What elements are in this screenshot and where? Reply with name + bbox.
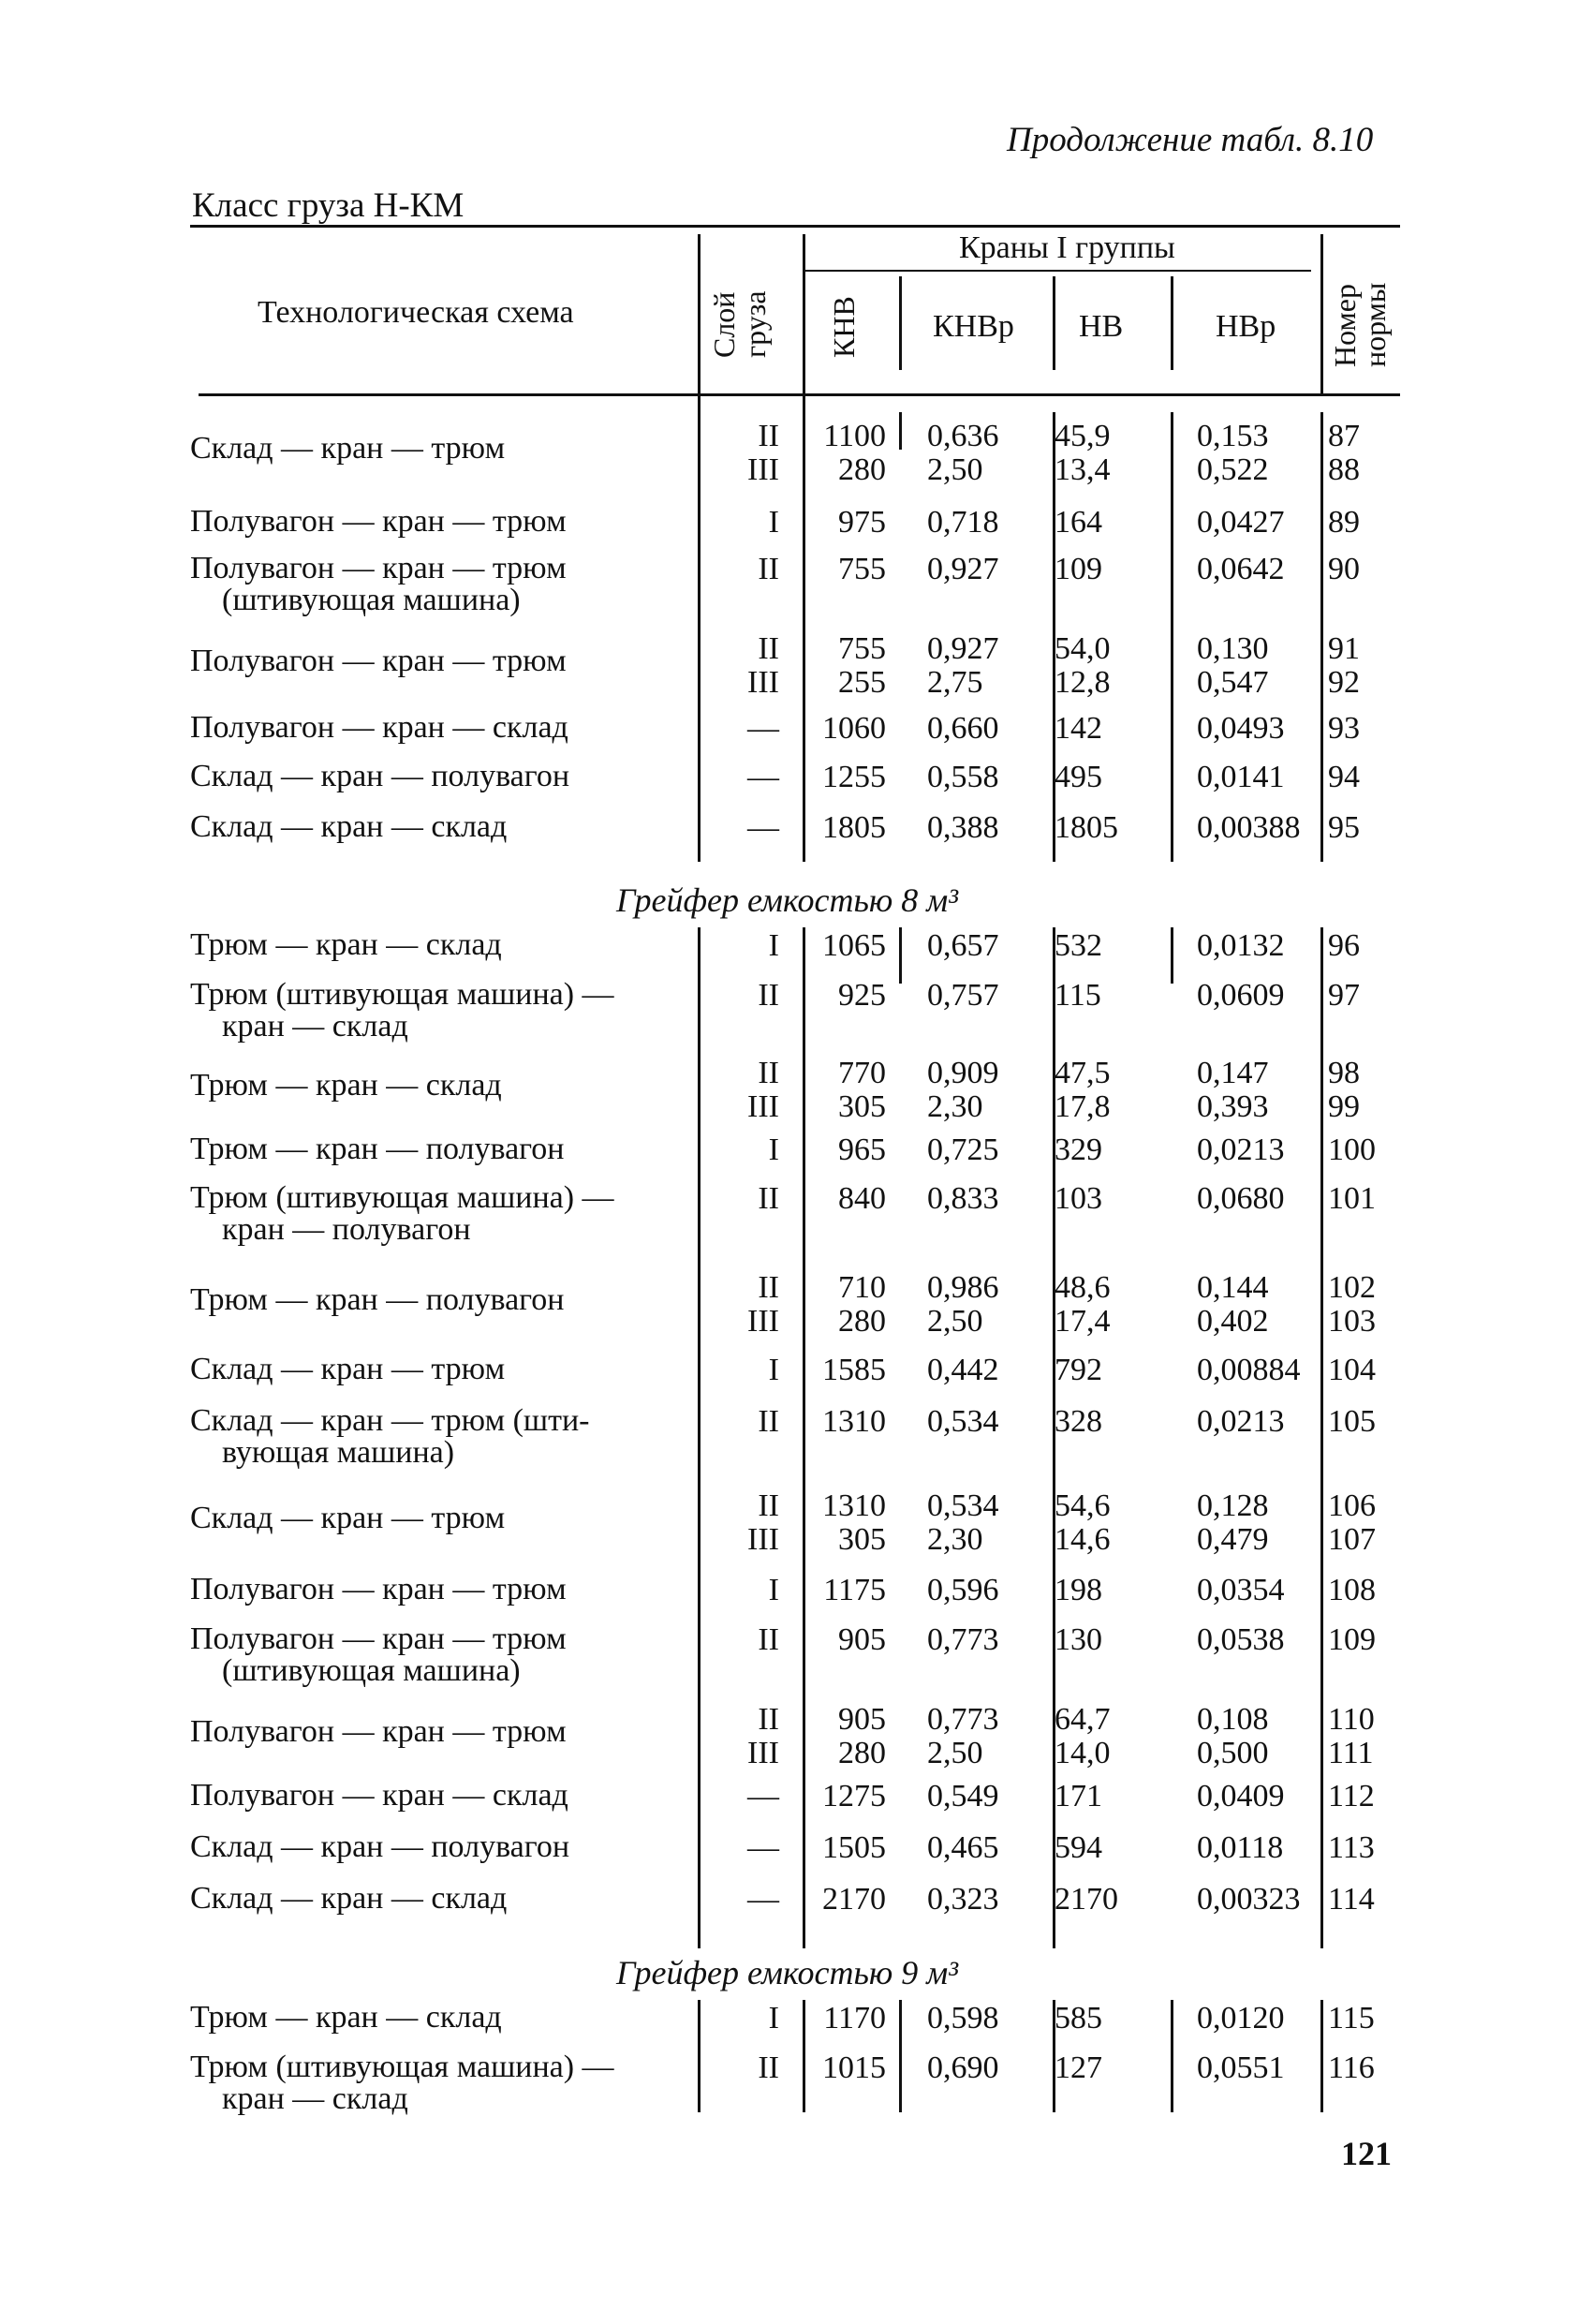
knv-cell: 905 280 — [838, 1702, 886, 1770]
knv-cell: 1310 — [822, 1404, 886, 1439]
hv-cell: 585 — [1055, 2001, 1102, 2035]
vrule-s1-5 — [1171, 412, 1173, 862]
cargo-class-label: Класс груза Н-КМ — [192, 186, 465, 225]
hv-cell: 48,6 17,4 — [1055, 1270, 1111, 1339]
knv-cell: 1015 — [822, 2050, 886, 2085]
scheme-cell — [190, 712, 677, 744]
hvp-cell: 0,0118 — [1197, 1830, 1284, 1865]
norm-number-cell: 98 99 — [1328, 1056, 1360, 1124]
norm-number-cell: 105 — [1328, 1404, 1376, 1439]
scheme-line-2: кран — склад — [222, 1009, 408, 1044]
knv-cell: 1585 — [822, 1353, 886, 1387]
knvp-cell: 0,534 — [927, 1404, 999, 1439]
scheme-cell — [190, 553, 677, 616]
layer-cell: I — [768, 1573, 779, 1607]
hv-cell: 171 — [1055, 1779, 1102, 1813]
hv-cell: 1805 — [1055, 810, 1118, 845]
scheme-cell — [190, 1133, 677, 1165]
knv-cell: 770 305 — [838, 1056, 886, 1124]
norm-number-cell: 109 — [1328, 1622, 1376, 1657]
knvp-cell: 0,725 — [927, 1132, 999, 1167]
knv-cell: 1805 — [822, 810, 886, 845]
knvp-cell: 0,757 — [927, 978, 999, 1013]
vrule-header-5 — [1171, 276, 1173, 370]
knv-cell: 1065 — [822, 928, 886, 963]
vrule-s2-6 — [1320, 927, 1323, 1948]
norm-number-cell: 113 — [1328, 1830, 1375, 1865]
norm-number-cell: 106 107 — [1328, 1488, 1376, 1557]
hvp-cell: 0,147 0,393 — [1197, 1056, 1269, 1124]
hvp-cell: 0,00323 — [1197, 1882, 1301, 1917]
knvp-cell: 0,690 — [927, 2050, 999, 2085]
hvp-cell: 0,0354 — [1197, 1573, 1285, 1607]
scheme-line-1: Склад — кран — склад — [190, 809, 508, 844]
vrule-s2-5 — [1171, 927, 1173, 984]
header-norm-number-text: Номер нормы — [1328, 282, 1392, 367]
header-knv: КНВ — [827, 296, 861, 358]
scheme-cell — [190, 1623, 677, 1687]
hvp-cell: 0,0427 — [1197, 505, 1285, 540]
knv-cell: 925 — [838, 978, 886, 1013]
knvp-cell: 0,465 — [927, 1830, 999, 1865]
vrule-header-3 — [899, 276, 902, 370]
norm-number-cell: 115 — [1328, 2001, 1375, 2035]
layer-cell: II — [758, 978, 779, 1013]
knv-cell: 1255 — [822, 760, 886, 794]
norm-number-cell: 108 — [1328, 1573, 1376, 1607]
norm-number-cell: 97 — [1328, 978, 1360, 1013]
scheme-cell — [190, 1182, 677, 1246]
scheme-line-1: Трюм (штивующая машина) — — [190, 2050, 614, 2084]
knvp-cell: 0,598 — [927, 2001, 999, 2035]
scheme-line-1: Трюм — кран — склад — [190, 2000, 502, 2035]
layer-cell: II — [758, 1622, 779, 1657]
scheme-cell — [190, 1831, 677, 1863]
scheme-cell — [190, 979, 677, 1043]
hv-cell: 328 — [1055, 1404, 1102, 1439]
hvp-cell: 0,0538 — [1197, 1622, 1285, 1657]
header-hv: НВ — [1079, 309, 1124, 344]
vrule-s3-6 — [1320, 2000, 1323, 2112]
section-title — [0, 1953, 1593, 1992]
section-title-text: Грейфер емкостью 8 м³ — [615, 881, 959, 919]
scheme-line-1: Склад — кран — трюм — [190, 431, 506, 466]
continuation-label: Продолжение табл. 8.10 — [1007, 121, 1374, 159]
layer-cell: II — [758, 2050, 779, 2085]
scheme-cell — [190, 1070, 677, 1102]
vrule-s1-1 — [698, 393, 701, 862]
norm-number-cell: 114 — [1328, 1882, 1375, 1917]
scheme-cell — [190, 1574, 677, 1606]
scheme-line-2: (штивующая машина) — [222, 1653, 521, 1688]
scheme-line-1: Полувагон — кран — склад — [190, 1778, 568, 1813]
hvp-cell: 0,0132 — [1197, 928, 1285, 963]
scheme-cell — [190, 2051, 677, 2115]
scheme-cell — [190, 1354, 677, 1385]
layer-cell: — — [747, 760, 779, 794]
norm-number-cell: 89 — [1328, 505, 1360, 540]
knv-cell: 905 — [838, 1622, 886, 1657]
hv-cell: 594 — [1055, 1830, 1102, 1865]
scheme-line-2: (штивующая машина) — [222, 583, 521, 617]
hvp-cell: 0,00884 — [1197, 1353, 1301, 1387]
knvp-cell: 0,773 2,50 — [927, 1702, 999, 1770]
scheme-line-2: кран — полувагон — [222, 1212, 471, 1247]
hv-cell: 109 — [1055, 552, 1102, 586]
scheme-line-1: Склад — кран — склад — [190, 1881, 508, 1916]
knv-cell: 1310 305 — [822, 1488, 886, 1557]
scheme-line-1: Трюм — кран — полувагон — [190, 1282, 565, 1317]
knv-cell: 975 — [838, 505, 886, 540]
layer-cell: II III — [747, 1056, 779, 1124]
layer-cell: — — [747, 1830, 779, 1865]
header-knvp: КНВр — [933, 309, 1014, 344]
hvp-cell: 0,0642 — [1197, 552, 1285, 586]
cranes-group-rule — [805, 270, 1311, 272]
norm-number-cell: 90 — [1328, 552, 1360, 586]
layer-cell: — — [747, 1882, 779, 1917]
hvp-cell: 0,0409 — [1197, 1779, 1285, 1813]
knv-cell: 840 — [838, 1181, 886, 1216]
layer-cell: II III — [747, 631, 779, 700]
layer-cell: I — [768, 928, 779, 963]
hvp-cell: 0,130 0,547 — [1197, 631, 1269, 700]
scheme-cell — [190, 929, 677, 961]
scheme-cell — [190, 1502, 677, 1534]
knv-cell: 1170 — [823, 2001, 886, 2035]
hvp-cell: 0,108 0,500 — [1197, 1702, 1269, 1770]
hv-cell: 532 — [1055, 928, 1102, 963]
knvp-cell: 0,323 — [927, 1882, 999, 1917]
scheme-line-1: Трюм — кран — склад — [190, 927, 502, 962]
knvp-cell: 0,660 — [927, 711, 999, 746]
norm-number-cell: 102 103 — [1328, 1270, 1376, 1339]
norm-number-cell: 110 111 — [1328, 1702, 1375, 1770]
hvp-cell: 0,128 0,479 — [1197, 1488, 1269, 1557]
scheme-line-1: Трюм — кран — склад — [190, 1068, 502, 1103]
hv-cell: 142 — [1055, 711, 1102, 746]
knv-cell: 1275 — [822, 1779, 886, 1813]
knvp-cell: 0,927 — [927, 552, 999, 586]
knvp-cell: 0,909 2,30 — [927, 1056, 999, 1124]
header-norm-number — [1330, 236, 1390, 367]
scheme-cell — [190, 2002, 677, 2034]
scheme-line-1: Полувагон — кран — трюм — [190, 1572, 567, 1606]
layer-cell: I — [768, 505, 779, 540]
scheme-line-1: Полувагон — кран — трюм — [190, 504, 567, 539]
scheme-cell — [190, 1405, 677, 1469]
vrule-s3-5 — [1171, 2000, 1173, 2112]
scheme-line-1: Полувагон — кран — трюм — [190, 1621, 567, 1656]
knvp-cell: 0,558 — [927, 760, 999, 794]
hv-cell: 115 — [1055, 978, 1101, 1013]
knv-cell: 1100 280 — [823, 419, 886, 487]
hv-cell: 2170 — [1055, 1882, 1118, 1917]
norm-number-cell: 95 — [1328, 810, 1360, 845]
norm-number-cell: 101 — [1328, 1181, 1376, 1216]
layer-cell: — — [747, 1779, 779, 1813]
knvp-cell: 0,636 2,50 — [927, 419, 999, 487]
hv-cell: 164 — [1055, 505, 1102, 540]
scheme-cell — [190, 761, 677, 792]
scheme-line-1: Трюм (штивующая машина) — — [190, 977, 614, 1012]
vrule-s2-1 — [698, 927, 701, 1948]
hvp-cell: 0,0493 — [1197, 711, 1285, 746]
section-title — [0, 881, 1593, 920]
layer-cell: — — [747, 711, 779, 746]
knvp-cell: 0,833 — [927, 1181, 999, 1216]
norm-number-cell: 91 92 — [1328, 631, 1360, 700]
scheme-cell — [190, 506, 677, 538]
norm-number-cell: 100 — [1328, 1132, 1376, 1167]
scheme-cell — [190, 1284, 677, 1316]
hvp-cell: 0,00388 — [1197, 810, 1301, 845]
scheme-cell — [190, 1716, 677, 1748]
knv-cell: 2170 — [822, 1882, 886, 1917]
scheme-line-1: Полувагон — кран — склад — [190, 710, 568, 745]
hv-cell: 329 — [1055, 1132, 1102, 1167]
scheme-line-2: вующая машина) — [222, 1435, 455, 1470]
norm-number-cell: 96 — [1328, 928, 1360, 963]
hvp-cell: 0,0609 — [1197, 978, 1285, 1013]
scheme-cell — [190, 1883, 677, 1915]
layer-cell: II III — [747, 1488, 779, 1557]
section-title-text: Грейфер емкостью 9 м³ — [615, 1954, 959, 1991]
scheme-line-2: кран — склад — [222, 2081, 408, 2116]
hv-cell: 47,5 17,8 — [1055, 1056, 1111, 1124]
header-hvp: НВр — [1216, 309, 1276, 344]
vrule-header-6 — [1320, 234, 1323, 393]
knvp-cell: 0,927 2,75 — [927, 631, 999, 700]
header-cranes-group: Краны I группы — [959, 230, 1175, 265]
scheme-line-1: Трюм (штивующая машина) — — [190, 1180, 614, 1215]
layer-cell: II — [758, 1181, 779, 1216]
scheme-line-1: Трюм — кран — полувагон — [190, 1132, 565, 1166]
hvp-cell: 0,0213 — [1197, 1404, 1285, 1439]
hv-cell: 64,7 14,0 — [1055, 1702, 1111, 1770]
knv-cell: 1505 — [822, 1830, 886, 1865]
vrule-header-1 — [698, 234, 701, 393]
hvp-cell: 0,153 0,522 — [1197, 419, 1269, 487]
hv-cell: 130 — [1055, 1622, 1102, 1657]
hv-cell: 495 — [1055, 760, 1102, 794]
norm-number-cell: 112 — [1328, 1779, 1375, 1813]
norm-number-cell: 87 88 — [1328, 419, 1360, 487]
hvp-cell: 0,0141 — [1197, 760, 1285, 794]
vrule-s2-3 — [899, 927, 902, 984]
hv-cell: 792 — [1055, 1353, 1102, 1387]
scheme-line-1: Склад — кран — полувагон — [190, 1829, 570, 1864]
layer-cell: — — [747, 810, 779, 845]
vrule-header-2 — [803, 234, 805, 393]
scheme-line-1: Склад — кран — трюм (шти- — [190, 1403, 590, 1438]
page-number: 121 — [1341, 2135, 1392, 2172]
knv-cell: 1060 — [822, 711, 886, 746]
knvp-cell: 0,596 — [927, 1573, 999, 1607]
hv-cell: 54,6 14,6 — [1055, 1488, 1111, 1557]
norm-number-cell: 93 — [1328, 711, 1360, 746]
layer-cell: I — [768, 2001, 779, 2035]
layer-cell: I — [768, 1132, 779, 1167]
header-layer-text: Слой груза — [707, 290, 772, 358]
knvp-cell: 0,442 — [927, 1353, 999, 1387]
scheme-cell — [190, 811, 677, 843]
hvp-cell: 0,0120 — [1197, 2001, 1285, 2035]
table-top-rule — [190, 225, 1400, 228]
knv-cell: 710 280 — [838, 1270, 886, 1339]
layer-cell: II III — [747, 1702, 779, 1770]
vrule-s1-3 — [899, 412, 902, 450]
knv-cell: 755 — [838, 552, 886, 586]
scheme-line-1: Склад — кран — трюм — [190, 1352, 506, 1386]
norm-number-cell: 116 — [1328, 2050, 1375, 2085]
hv-cell: 198 — [1055, 1573, 1102, 1607]
scheme-cell — [190, 645, 677, 677]
knvp-cell: 0,549 — [927, 1779, 999, 1813]
scheme-line-1: Полувагон — кран — трюм — [190, 644, 567, 678]
hv-cell: 54,0 12,8 — [1055, 631, 1111, 700]
scheme-line-1: Склад — кран — трюм — [190, 1501, 506, 1535]
hvp-cell: 0,0551 — [1197, 2050, 1285, 2085]
vrule-s3-3 — [899, 2000, 902, 2112]
layer-cell: II — [758, 552, 779, 586]
knv-cell: 965 — [838, 1132, 886, 1167]
knvp-cell: 0,773 — [927, 1622, 999, 1657]
header-layer — [709, 264, 771, 358]
scheme-cell — [190, 433, 677, 465]
norm-number-cell: 104 — [1328, 1353, 1376, 1387]
scheme-line-1: Полувагон — кран — трюм — [190, 1714, 567, 1749]
knvp-cell: 0,986 2,50 — [927, 1270, 999, 1339]
vrule-s3-1 — [698, 2000, 701, 2112]
scheme-line-1: Полувагон — кран — трюм — [190, 551, 567, 585]
hv-cell: 127 — [1055, 2050, 1102, 2085]
hv-cell: 103 — [1055, 1181, 1102, 1216]
layer-cell: II III — [747, 1270, 779, 1339]
knvp-cell: 0,718 — [927, 505, 999, 540]
scheme-cell — [190, 1780, 677, 1812]
layer-cell: II — [758, 1404, 779, 1439]
knvp-cell: 0,657 — [927, 928, 999, 963]
knvp-cell: 0,534 2,30 — [927, 1488, 999, 1557]
knvp-cell: 0,388 — [927, 810, 999, 845]
header-bottom-rule — [199, 393, 1400, 396]
vrule-s1-6 — [1320, 412, 1323, 862]
hvp-cell: 0,0680 — [1197, 1181, 1285, 1216]
knv-cell: 755 255 — [838, 631, 886, 700]
layer-cell: II III — [747, 419, 779, 487]
norm-number-cell: 94 — [1328, 760, 1360, 794]
vrule-header-4 — [1053, 276, 1055, 370]
hv-cell: 45,9 13,4 — [1055, 419, 1111, 487]
layer-cell: I — [768, 1353, 779, 1387]
knv-cell: 1175 — [823, 1573, 886, 1607]
header-scheme: Технологическая схема — [258, 295, 574, 330]
hvp-cell: 0,144 0,402 — [1197, 1270, 1269, 1339]
scheme-line-1: Склад — кран — полувагон — [190, 759, 570, 793]
hvp-cell: 0,0213 — [1197, 1132, 1285, 1167]
